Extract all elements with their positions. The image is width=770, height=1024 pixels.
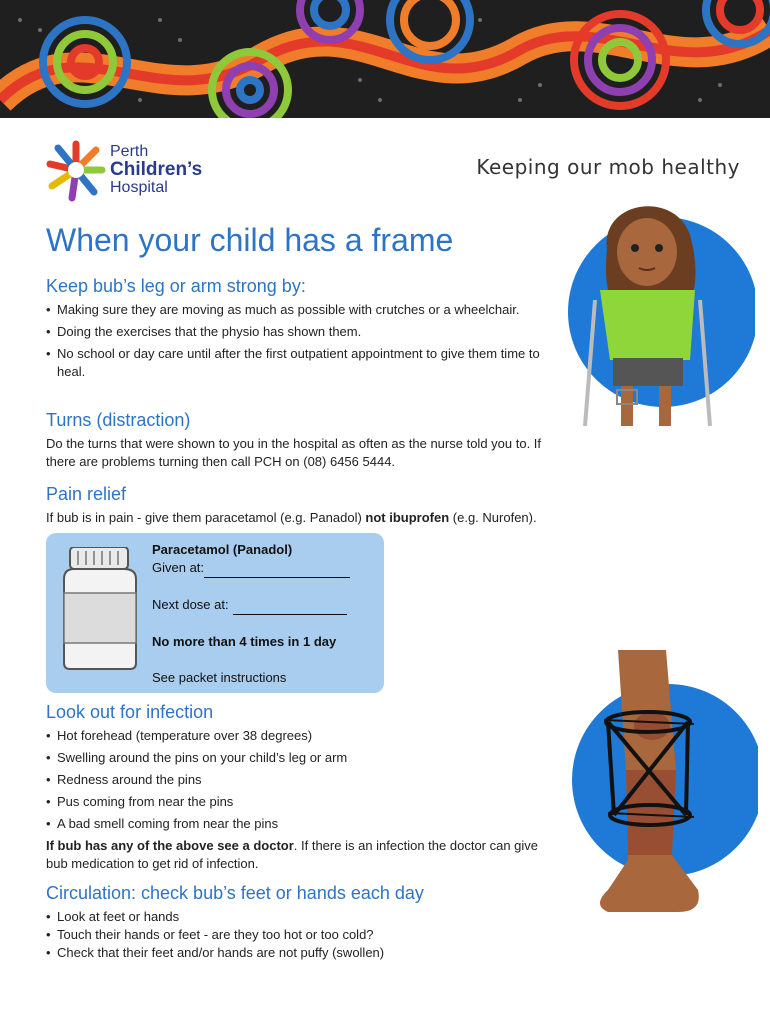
section-pain [46, 484, 686, 527]
logo-line-1: Perth [110, 143, 149, 160]
infection-note-rest: . If there is an infection the doctor can give bub medication to get rid of infection. [46, 838, 539, 871]
circulation-list [46, 908, 546, 962]
list-item: • Touch their hands or feet - are they too hot or too cold? [46, 926, 546, 944]
infection-list [46, 727, 546, 833]
tagline: Keeping our mob healthy [476, 155, 740, 179]
given-at-label: Given at: [152, 560, 205, 575]
logo-line-3: Hospital [110, 179, 168, 196]
pain-text-bold: not ibuprofen [365, 510, 450, 525]
art-banner [0, 0, 770, 118]
list-item: • Check that their feet and/or hands are not puffy (swollen) [46, 944, 546, 962]
pain-text-a: If bub is in pain - give them paracetamol (e.g. Panadol) [46, 510, 366, 525]
section-pain-heading: Pain relief [46, 484, 127, 504]
list-item: • A bad smell coming from near the pins [46, 815, 546, 833]
strong-list [46, 301, 566, 381]
medicine-bottle-icon [60, 547, 140, 671]
list-item: • Look at feet or hands [46, 908, 546, 926]
list-item: • Swelling around the pins on your child’s leg or arm [46, 749, 546, 767]
section-pain-text [46, 509, 686, 527]
list-item: • Pus coming from near the pins [46, 793, 546, 811]
child-with-crutches-illustration [555, 190, 755, 440]
infection-note [46, 837, 546, 873]
medicine-name: Paracetamol (Panadol) [152, 542, 293, 557]
section-strong-heading: Keep bub’s leg or arm strong by: [46, 276, 306, 296]
list-item: • No school or day care until after the first outpatient appointment to give them time to heal. [46, 345, 566, 381]
section-turns-text: Do the turns that were shown to you in the hospital as often as the nurse told you to. If there are problems turning then call PCH on (08) 6456 5444. [46, 436, 542, 469]
list-item: • Redness around the pins [46, 771, 546, 789]
medicine-box [46, 533, 384, 693]
section-infection [46, 702, 546, 873]
list-item: • Making sure they are moving as much as possible with crutches or a wheelchair. [46, 301, 566, 319]
sun-burst-icon [44, 138, 108, 202]
dot-art-pattern [0, 0, 770, 118]
infection-note-bold: If bub has any of the above see a doctor [46, 838, 294, 853]
section-turns [46, 410, 561, 471]
page-title: When your child has a frame [46, 222, 454, 258]
section-circulation-heading: Circulation: check bub’s feet or hands each day [46, 883, 424, 903]
section-circulation [46, 883, 546, 962]
given-at-row [152, 559, 350, 578]
list-item: • Doing the exercises that the physio has shown them. [46, 323, 566, 341]
next-dose-row [152, 596, 350, 615]
given-at-blank[interactable] [204, 559, 350, 578]
medicine-box-text [152, 541, 350, 687]
section-infection-heading: Look out for infection [46, 702, 214, 722]
section-turns-heading: Turns (distraction) [46, 410, 191, 430]
packet-instructions: See packet instructions [152, 670, 287, 685]
dose-limit: No more than 4 times in 1 day [152, 634, 337, 649]
list-item: • Hot forehead (temperature over 38 degrees) [46, 727, 546, 745]
next-dose-label: Next dose at: [152, 597, 229, 612]
logo-line-2: Children’s [110, 159, 203, 180]
logo-wordmark [110, 143, 202, 197]
section-strong [46, 276, 566, 385]
leg-with-frame-illustration [548, 650, 758, 920]
pain-text-b: (e.g. Nurofen). [449, 510, 537, 525]
next-dose-blank[interactable] [233, 596, 347, 615]
